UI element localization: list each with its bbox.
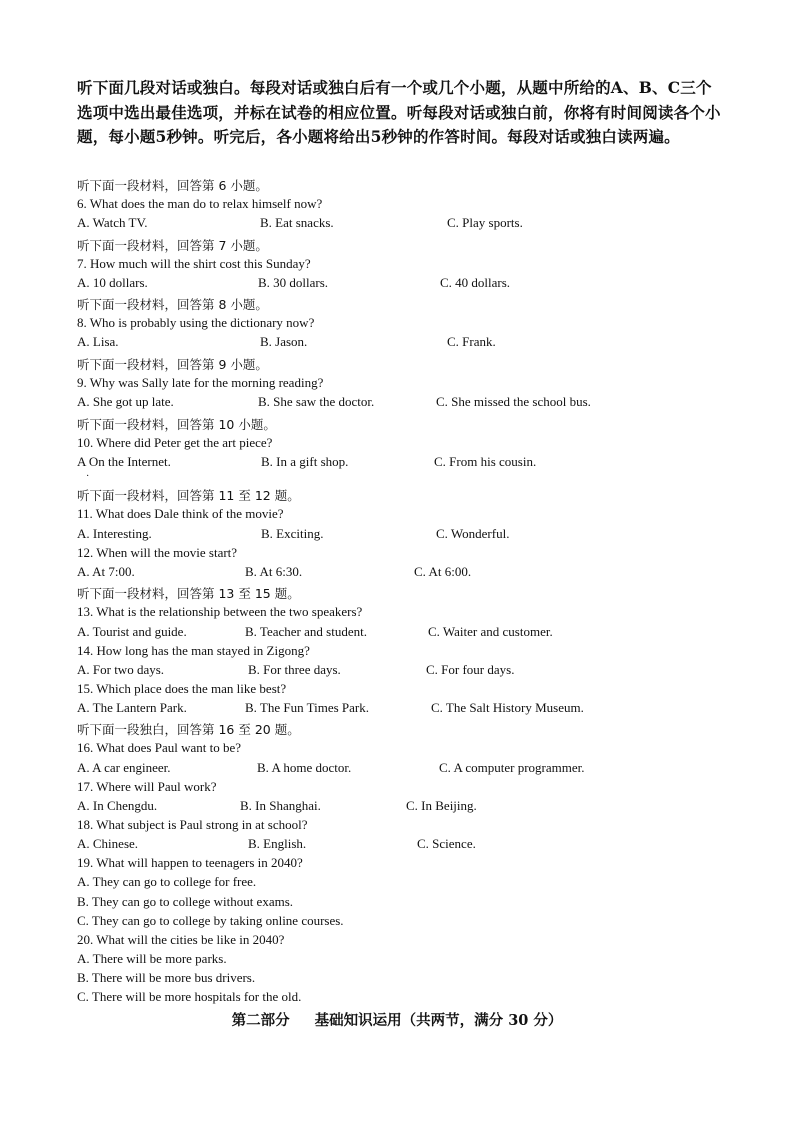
question-10: 10. Where did Peter get the art piece? — [77, 435, 273, 450]
question-9: 9. Why was Sally late for the morning reading? — [77, 375, 324, 390]
q17-option-c: C. In Beijing. — [406, 798, 477, 813]
q20-option-b: B. There will be more bus drivers. — [77, 970, 256, 985]
prompt-q9: 听下面一段材料，回答第 9 小题。 — [77, 357, 268, 372]
question-13: 13. What is the relationship between the two speakers? — [77, 604, 363, 619]
q7-option-a: A. 10 dollars. — [77, 275, 148, 290]
q12-option-b: B. At 6:30. — [245, 564, 303, 579]
prompt-q13-15: 听下面一段材料，回答第 13 至 15 题。 — [77, 586, 300, 601]
q11-option-b: B. Exciting. — [261, 526, 324, 541]
part-two-heading — [0, 1009, 794, 1030]
question-19: 19. What will happen to teenagers in 2040? — [77, 855, 303, 870]
q15-option-b: B. The Fun Times Park. — [245, 700, 370, 715]
q8-option-b: B. Jason. — [260, 334, 308, 349]
q11-option-c: C. Wonderful. — [436, 526, 510, 541]
q12-option-a: A. At 7:00. — [77, 564, 135, 579]
q15-option-c: C. The Salt History Museum. — [431, 700, 584, 715]
q10-option-a: A On the Internet. — [77, 454, 171, 469]
prompt-q6: 听下面一段材料，回答第 6 小题。 — [77, 178, 268, 193]
question-8: 8. Who is probably using the dictionary now? — [77, 315, 315, 330]
q6-option-b: B. Eat snacks. — [260, 215, 334, 230]
q8-option-c: C. Frank. — [447, 334, 496, 349]
section-instructions: 听下面几段对话或独白。每段对话或独白后有一个或几个小题，从题中所给的A、B、C三个选项中选出最佳选项，并标在试卷的相应位置。听每段对话或独白前，你将有时间阅读各个小题，每小题5秒钟。听完后，各小题将给出5秒钟的作答时间。每段对话或独白读两遍。 — [77, 78, 721, 146]
q17-option-a: A. In Chengdu. — [77, 798, 158, 813]
question-11: 11. What does Dale think of the movie? — [77, 506, 284, 521]
question-12: 12. When will the movie start? — [77, 545, 238, 560]
question-16: 16. What does Paul want to be? — [77, 740, 242, 755]
question-7: 7. How much will the shirt cost this Sunday? — [77, 256, 311, 271]
question-6: 6. What does the man do to relax himself now? — [77, 196, 323, 211]
q12-option-c: C. At 6:00. — [414, 564, 472, 579]
part-two-title: 基础知识运用（共两节，满分 30 分） — [314, 1012, 563, 1029]
q16-option-a: A. A car engineer. — [77, 760, 171, 775]
q13-option-c: C. Waiter and customer. — [428, 624, 553, 639]
q20-option-c: C. There will be more hospitals for the old. — [77, 989, 302, 1004]
prompt-q10: 听下面一段材料，回答第 10 小题。 — [77, 417, 276, 432]
q14-option-b: B. For three days. — [248, 662, 341, 677]
q9-option-a: A. She got up late. — [77, 394, 174, 409]
q17-option-b: B. In Shanghai. — [240, 798, 321, 813]
q18-option-a: A. Chinese. — [77, 836, 139, 851]
q10-option-b: B. In a gift shop. — [261, 454, 349, 469]
prompt-q11-12: 听下面一段材料，回答第 11 至 12 题。 — [77, 488, 300, 503]
q19-option-a: A. They can go to college for free. — [77, 874, 257, 889]
q19-option-c: C. They can go to college by taking online courses. — [77, 913, 344, 928]
question-17: 17. Where will Paul work? — [77, 779, 217, 794]
question-15: 15. Which place does the man like best? — [77, 681, 287, 696]
q16-option-b: B. A home doctor. — [257, 760, 352, 775]
q7-option-b: B. 30 dollars. — [258, 275, 329, 290]
q20-option-a: A. There will be more parks. — [77, 951, 227, 966]
q14-option-a: A. For two days. — [77, 662, 165, 677]
q18-option-c: C. Science. — [417, 836, 476, 851]
q18-option-b: B. English. — [248, 836, 307, 851]
q8-option-a: A. Lisa. — [77, 334, 119, 349]
q19-option-b: B. They can go to college without exams. — [77, 894, 294, 909]
q16-option-c: C. A computer programmer. — [439, 760, 585, 775]
question-20: 20. What will the cities be like in 2040? — [77, 932, 285, 947]
prompt-q8: 听下面一段材料，回答第 8 小题。 — [77, 297, 268, 312]
q11-option-a: A. Interesting. — [77, 526, 152, 541]
q9-option-b: B. She saw the doctor. — [258, 394, 375, 409]
part-two-label: 第二部分 — [231, 1012, 290, 1029]
q13-option-b: B. Teacher and student. — [245, 624, 367, 639]
question-18: 18. What subject is Paul strong in at school? — [77, 817, 308, 832]
q7-option-c: C. 40 dollars. — [440, 275, 511, 290]
stray-dot-mark: · — [86, 471, 90, 482]
q6-option-a: A. Watch TV. — [77, 215, 148, 230]
q15-option-a: A. The Lantern Park. — [77, 700, 187, 715]
q9-option-c: C. She missed the school bus. — [436, 394, 591, 409]
q13-option-a: A. Tourist and guide. — [77, 624, 187, 639]
prompt-q16-20: 听下面一段独白，回答第 16 至 20 题。 — [77, 722, 300, 737]
q10-option-c: C. From his cousin. — [434, 454, 537, 469]
q6-option-c: C. Play sports. — [447, 215, 523, 230]
prompt-q7: 听下面一段材料，回答第 7 小题。 — [77, 238, 268, 253]
q14-option-c: C. For four days. — [426, 662, 515, 677]
question-14: 14. How long has the man stayed in Zigong? — [77, 643, 310, 658]
